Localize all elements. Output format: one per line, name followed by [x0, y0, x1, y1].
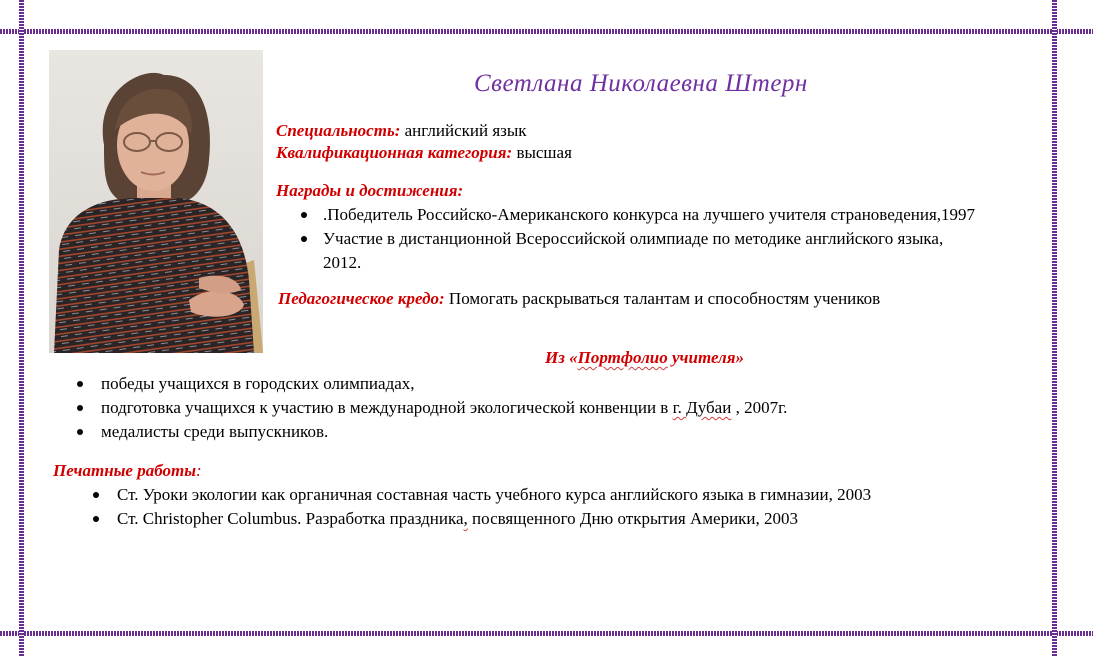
bullet-icon — [77, 381, 83, 387]
bullet-icon — [301, 212, 307, 218]
bullet-icon — [77, 405, 83, 411]
left-border-line — [19, 0, 24, 656]
awards-list — [300, 203, 975, 275]
list-item: победы учащихся в городских олимпиадах, — [76, 372, 787, 396]
portfolio-heading: Из «Портфолио учителя» — [545, 348, 745, 367]
bullet-icon — [77, 429, 83, 435]
qualification-value: высшая — [512, 143, 572, 162]
list-item: Участие в дистанционной Всероссийской олимпиаде по методике английского языка, — [300, 227, 975, 251]
portfolio-list — [76, 372, 787, 444]
teacher-name: Светлана Николаевна Штерн — [474, 70, 808, 97]
qualification-label: Квалификационная категория: — [276, 143, 513, 162]
credo-line — [278, 289, 880, 309]
list-item: Ст. Christopher Columbus. Разработка праздника, посвященного Дню открытия Америки, 2003 — [92, 507, 871, 531]
portrait-illustration — [49, 50, 263, 353]
top-border-line — [0, 29, 1093, 34]
awards-heading: Награды и достижения: — [276, 181, 464, 200]
bottom-border-line — [0, 631, 1093, 636]
list-item: Ст. Уроки экологии как органичная составная часть учебного курса английского языка в гимназии, 2003 — [92, 483, 871, 507]
bullet-icon — [93, 516, 99, 522]
list-item: подготовка учащихся к участию в международной экологической конвенции в г. Дубаи , 2007г. — [76, 396, 787, 420]
credo-label: Педагогическое кредо: — [278, 289, 445, 308]
specialty-label: Специальность: — [276, 121, 401, 140]
specialty-line — [276, 121, 527, 141]
right-border-line — [1052, 0, 1057, 656]
list-item: .Победитель Российско-Американского конкурса на лучшего учителя страноведения,1997 — [300, 203, 975, 227]
teacher-portrait-photo — [49, 50, 263, 353]
publications-list — [92, 483, 871, 531]
bullet-icon — [301, 236, 307, 242]
bullet-icon — [93, 492, 99, 498]
specialty-value: английский язык — [400, 121, 527, 140]
publications-heading: Печатные работы: — [53, 461, 202, 480]
qualification-line — [276, 143, 572, 163]
credo-value: Помогать раскрываться талантам и способностям учеников — [444, 289, 881, 308]
list-item: медалисты среди выпускников. — [76, 420, 787, 444]
list-item-continuation: 2012. — [323, 253, 362, 272]
